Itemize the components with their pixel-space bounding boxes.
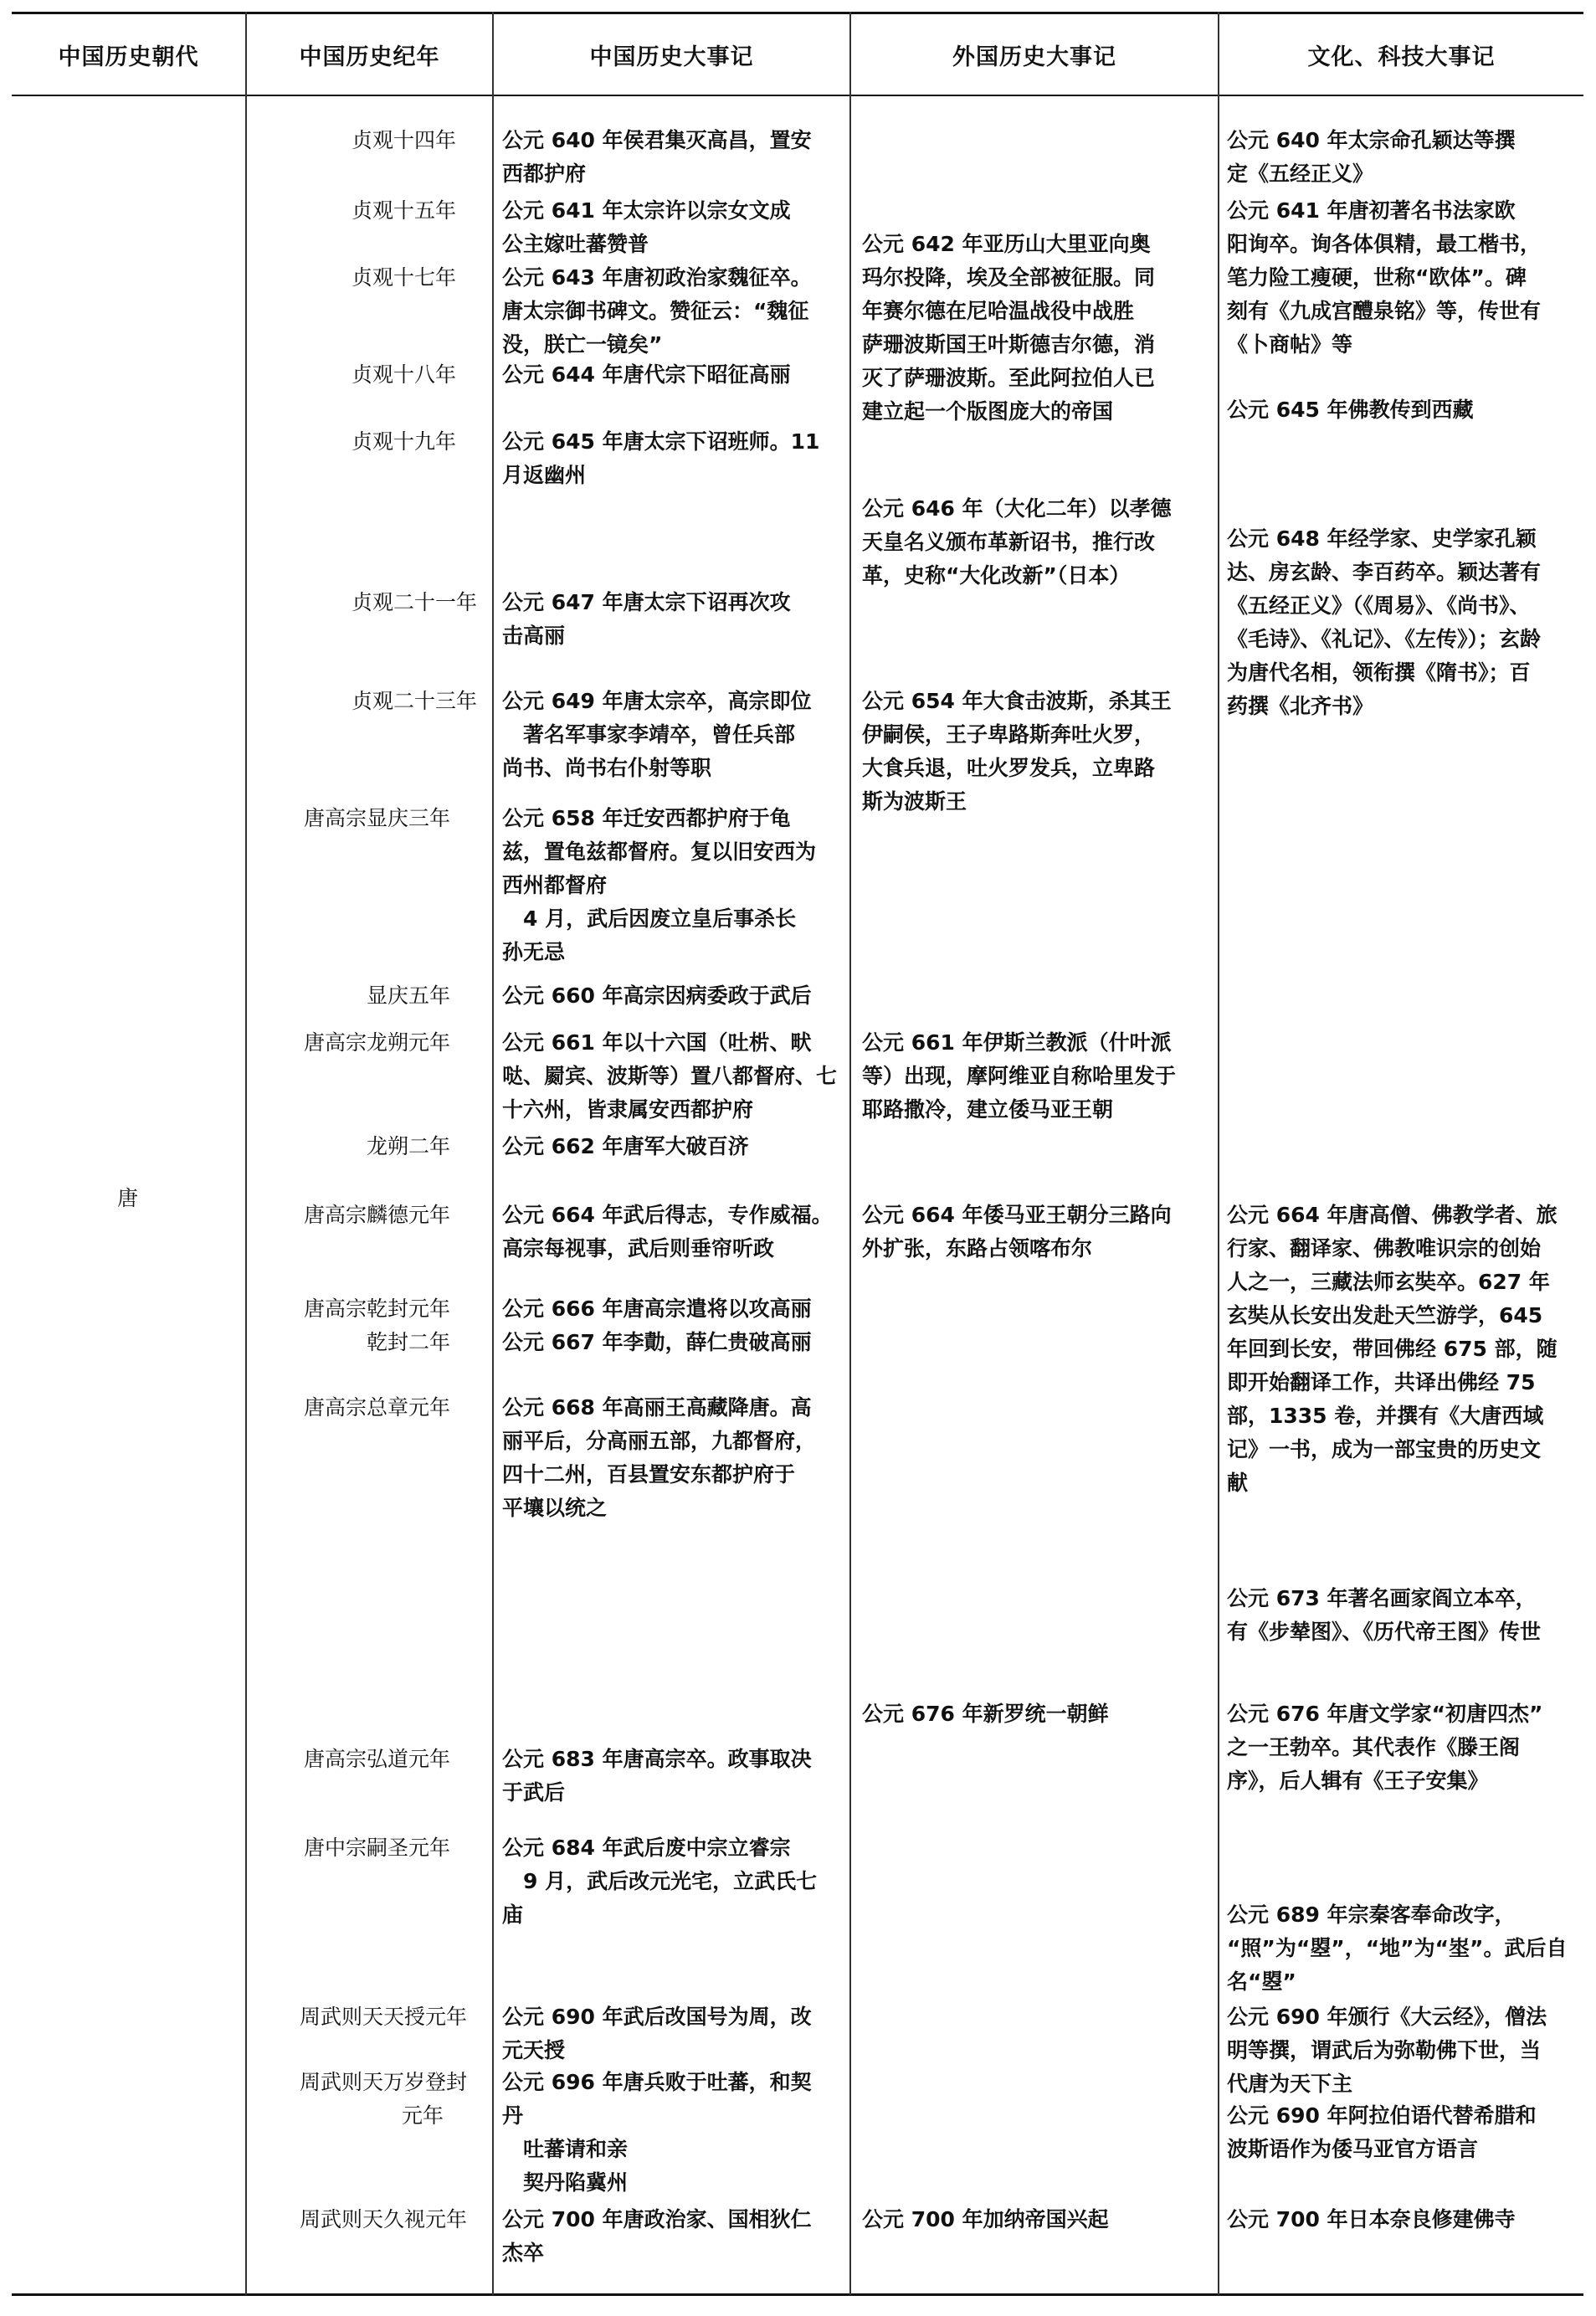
culture-event-line: 公元 673 年著名画家阎立本卒，: [1227, 1586, 1537, 1610]
reign-year: 贞观十八年: [351, 362, 456, 387]
china-event-line: 4 月，武后因废立皇后事杀长: [502, 906, 797, 931]
china-event-line: 孙无忌: [502, 940, 566, 964]
china-event-line: 公元 668 年高丽王高藏降唐。高: [502, 1395, 812, 1420]
china-event-line: 9 月，武后改元光宅，立武氏七: [502, 1869, 818, 1893]
foreign-event-line: 公元 700 年加纳帝国兴起: [862, 2207, 1109, 2231]
culture-event-line: 阳询卒。询各体俱精，最工楷书，: [1227, 232, 1542, 256]
reign-year: 贞观十七年: [351, 265, 456, 290]
culture-event-line: 刻有《九成宫醴泉铭》等，传世有: [1227, 299, 1542, 323]
china-event-line: 庙: [502, 1903, 524, 1927]
china-event-line: 月返幽州: [502, 463, 587, 487]
culture-event-line: 《五经正义》（《周易》、《尚书》、: [1227, 593, 1531, 618]
foreign-event-line: 等）出现，摩阿维亚自称哈里发于: [862, 1064, 1177, 1088]
foreign-event-line: 公元 642 年亚历山大里亚向奥: [862, 232, 1151, 256]
china-event-line: 高宗每视事，武后则垂帘听政: [502, 1236, 775, 1261]
china-event-line: 公元 667 年李勣，薛仁贵破高丽: [502, 1330, 812, 1354]
china-event-line: 兹，置龟兹都督府。复以旧安西为: [502, 840, 817, 864]
reign-year: 贞观二十三年: [351, 689, 477, 713]
foreign-event-line: 伊嗣侯，王子卑路斯奔吐火罗，: [862, 722, 1156, 747]
culture-event-line: 之一王勃卒。其代表作《滕王阁: [1227, 1735, 1521, 1759]
culture-event-line: 明等撰，谓武后为弥勒佛下世，当: [1227, 2038, 1542, 2062]
culture-event-line: 公元 690 年阿拉伯语代替希腊和: [1227, 2103, 1537, 2128]
culture-event-line: 公元 645 年佛教传到西藏: [1227, 398, 1474, 422]
foreign-event-line: 玛尔投降，埃及全部被征服。同: [862, 265, 1156, 290]
reign-year: 贞观二十一年: [351, 590, 477, 614]
foreign-event-line: 公元 646 年（大化二年）以孝德: [862, 496, 1172, 521]
header-culture-events: 文化、科技大事记: [1307, 44, 1496, 70]
reign-year: 周武则天久视元年: [299, 2207, 467, 2231]
reign-year: 贞观十五年: [351, 198, 456, 223]
culture-event-line: 年回到长安，带回佛经 675 部，随: [1227, 1337, 1558, 1361]
foreign-event-line: 天皇名义颁布革新诏书，推行改: [862, 530, 1156, 554]
china-event-line: 于武后: [502, 1780, 566, 1805]
reign-year: 元年: [401, 2103, 444, 2128]
foreign-event-line: 灭了萨珊波斯。至此阿拉伯人已: [862, 366, 1156, 390]
header-foreign-events: 外国历史大事记: [952, 44, 1116, 70]
china-event-line: 四十二州，百县置安东都护府于: [502, 1462, 796, 1487]
reign-year: 周武则天万岁登封: [299, 2070, 467, 2094]
culture-event-line: 名“曌”: [1227, 1969, 1296, 1994]
culture-event-line: 人之一，三藏法师玄奘卒。627 年: [1227, 1270, 1550, 1294]
china-event-line: 丹: [502, 2103, 524, 2128]
china-event-line: 公元 690 年武后改国号为周，改: [502, 2005, 812, 2029]
culture-event-line: 部，1335 卷，并撰有《大唐西域: [1227, 1404, 1544, 1428]
china-event-line: 公元 641 年太宗许以宗女文成: [502, 198, 791, 223]
foreign-event-line: 萨珊波斯国王叶斯德吉尔德，消: [862, 332, 1156, 357]
china-event-line: 西州都督府: [502, 873, 608, 897]
foreign-event-line: 公元 664 年倭马亚王朝分三路向: [862, 1203, 1172, 1227]
china-event-line: 公元 647 年唐太宗下诏再次攻: [502, 590, 791, 614]
reign-year: 唐高宗总章元年: [303, 1395, 450, 1420]
dynasty-label: 唐: [117, 1186, 139, 1210]
culture-event-line: 《卜商帖》等: [1227, 332, 1353, 357]
china-event-line: 公元 645 年唐太宗下诏班师。11: [502, 429, 820, 454]
china-event-line: 公元 683 年唐高宗卒。政事取决: [502, 1747, 812, 1771]
culture-event-line: 公元 648 年经学家、史学家孔颖: [1227, 526, 1537, 551]
column-divider: [849, 12, 851, 2295]
table-bottom-rule: [12, 2293, 1583, 2296]
column-divider: [1218, 12, 1219, 2295]
china-event-line: 公元 700 年唐政治家、国相狄仁: [502, 2207, 812, 2231]
foreign-event-line: 外扩张，东路占领喀布尔: [862, 1236, 1093, 1261]
culture-event-line: 定《五经正义》: [1227, 162, 1374, 186]
china-event-line: 西都护府: [502, 162, 587, 186]
foreign-event-line: 建立起一个版图庞大的帝国: [862, 399, 1114, 424]
culture-event-line: 波斯语作为倭马亚官方语言: [1227, 2137, 1479, 2161]
china-event-line: 元天授: [502, 2038, 566, 2062]
china-event-line: 尚书、尚书右仆射等职: [502, 756, 712, 780]
culture-event-line: “照”为“曌”，“地”为“埊”。武后自: [1227, 1936, 1568, 1960]
china-event-line: 公元 666 年唐高宗遣将以攻高丽: [502, 1297, 812, 1321]
china-event-line: 公主嫁吐蕃赞普: [502, 232, 649, 256]
culture-event-line: 公元 689 年宗秦客奉命改字，: [1227, 1903, 1516, 1927]
culture-event-line: 记》一书，成为一部宝贵的历史文: [1227, 1437, 1542, 1461]
china-event-line: 哒、罽宾、波斯等）置八都督府、七: [502, 1064, 838, 1088]
china-event-line: 没，朕亡一镜矣”: [502, 332, 663, 357]
china-event-line: 公元 696 年唐兵败于吐蕃，和契: [502, 2070, 812, 2094]
china-event-line: 公元 684 年武后废中宗立睿宗: [502, 1836, 791, 1860]
header-dynasty: 中国历史朝代: [58, 44, 199, 70]
header-china-events: 中国历史大事记: [589, 44, 754, 70]
culture-event-line: 《毛诗》、《礼记》、《左传》）；玄龄: [1227, 627, 1542, 651]
culture-event-line: 笔力险工瘦硬，世称“欧体”。碑: [1227, 265, 1527, 290]
foreign-event-line: 斯为波斯王: [862, 789, 967, 814]
china-event-line: 公元 660 年高宗因病委政于武后: [502, 983, 812, 1008]
culture-event-line: 药撰《北齐书》: [1227, 694, 1374, 718]
culture-event-line: 献: [1227, 1471, 1249, 1495]
column-divider: [245, 12, 247, 2295]
culture-event-line: 有《步辇图》、《历代帝王图》传世: [1227, 1620, 1542, 1644]
reign-year: 乾封二年: [366, 1330, 450, 1354]
china-event-line: 著名军事家李靖卒，曾任兵部: [502, 722, 796, 747]
culture-event-line: 代唐为天下主: [1227, 2072, 1353, 2096]
reign-year: 唐高宗弘道元年: [303, 1747, 450, 1771]
culture-event-line: 即开始翻译工作，共译出佛经 75: [1227, 1370, 1536, 1394]
china-event-line: 平壤以统之: [502, 1496, 608, 1520]
reign-year: 显庆五年: [366, 983, 450, 1008]
foreign-event-line: 公元 661 年伊斯兰教派（什叶派: [862, 1030, 1172, 1055]
culture-event-line: 达、房玄龄、李百药卒。颖达著有: [1227, 560, 1542, 584]
china-event-line: 公元 661 年以十六国（吐㭊、畎: [502, 1030, 812, 1055]
reign-year: 唐高宗麟德元年: [303, 1203, 450, 1227]
china-event-line: 公元 640 年侯君集灭高昌，置安: [502, 128, 812, 152]
china-event-line: 公元 649 年唐太宗卒，高宗即位: [502, 689, 812, 713]
china-event-line: 丽平后，分高丽五部，九都督府，: [502, 1429, 817, 1453]
culture-event-line: 公元 664 年唐高僧、佛教学者、旅: [1227, 1203, 1558, 1227]
china-event-line: 公元 644 年唐代宗下昭征高丽: [502, 362, 791, 387]
reign-year: 龙朔二年: [366, 1134, 450, 1158]
china-event-line: 吐蕃请和亲: [502, 2137, 629, 2161]
culture-event-line: 序》，后人辑有《王子安集》: [1227, 1769, 1489, 1793]
foreign-event-line: 公元 676 年新罗统一朝鲜: [862, 1702, 1109, 1726]
foreign-event-line: 年赛尔德在尼哈温战役中战胜: [862, 299, 1135, 323]
china-event-line: 公元 662 年唐军大破百济: [502, 1134, 749, 1158]
culture-event-line: 公元 676 年唐文学家“初唐四杰”: [1227, 1702, 1543, 1726]
foreign-event-line: 公元 654 年大食击波斯，杀其王: [862, 689, 1172, 713]
culture-event-line: 公元 641 年唐初著名书法家欧: [1227, 198, 1516, 223]
header-reign-year: 中国历史纪年: [299, 44, 440, 70]
china-event-line: 公元 643 年唐初政治家魏征卒。: [502, 265, 812, 290]
foreign-event-line: 大食兵退，吐火罗发兵，立卑路: [862, 756, 1156, 780]
china-event-line: 十六州，皆隶属安西都护府: [502, 1097, 754, 1122]
culture-event-line: 公元 700 年日本奈良修建佛寺: [1227, 2207, 1516, 2231]
china-event-line: 杰卒: [502, 2241, 545, 2265]
china-event-line: 契丹陷冀州: [502, 2170, 629, 2195]
foreign-event-line: 革，史称“大化改新”（日本）: [862, 563, 1131, 588]
reign-year: 唐高宗显庆三年: [303, 806, 450, 830]
culture-event-line: 玄奘从长安出发赴天竺游学，645: [1227, 1303, 1543, 1327]
header-bottom-rule: [12, 95, 1583, 96]
reign-year: 唐中宗嗣圣元年: [303, 1836, 450, 1860]
reign-year: 唐高宗乾封元年: [303, 1297, 450, 1321]
reign-year: 贞观十四年: [351, 128, 456, 152]
culture-event-line: 为唐代名相，领衔撰《隋书》；百: [1227, 660, 1531, 685]
china-event-line: 公元 658 年迁安西都护府于龟: [502, 806, 791, 830]
culture-event-line: 公元 640 年太宗命孔颖达等撰: [1227, 128, 1516, 152]
culture-event-line: 行家、翻译家、佛教唯识宗的创始: [1227, 1236, 1542, 1261]
foreign-event-line: 耶路撒冷，建立倭马亚王朝: [862, 1097, 1114, 1122]
china-event-line: 击高丽: [502, 624, 566, 648]
china-event-line: 公元 664 年武后得志，专作威福。: [502, 1203, 833, 1227]
reign-year: 贞观十九年: [351, 429, 456, 454]
column-divider: [492, 12, 494, 2295]
table-top-rule: [12, 12, 1583, 14]
reign-year: 唐高宗龙朔元年: [303, 1030, 450, 1055]
reign-year: 周武则天天授元年: [299, 2005, 467, 2029]
china-event-line: 唐太宗御书碑文。赞征云：“魏征: [502, 299, 809, 323]
culture-event-line: 公元 690 年颁行《大云经》，僧法: [1227, 2005, 1547, 2029]
